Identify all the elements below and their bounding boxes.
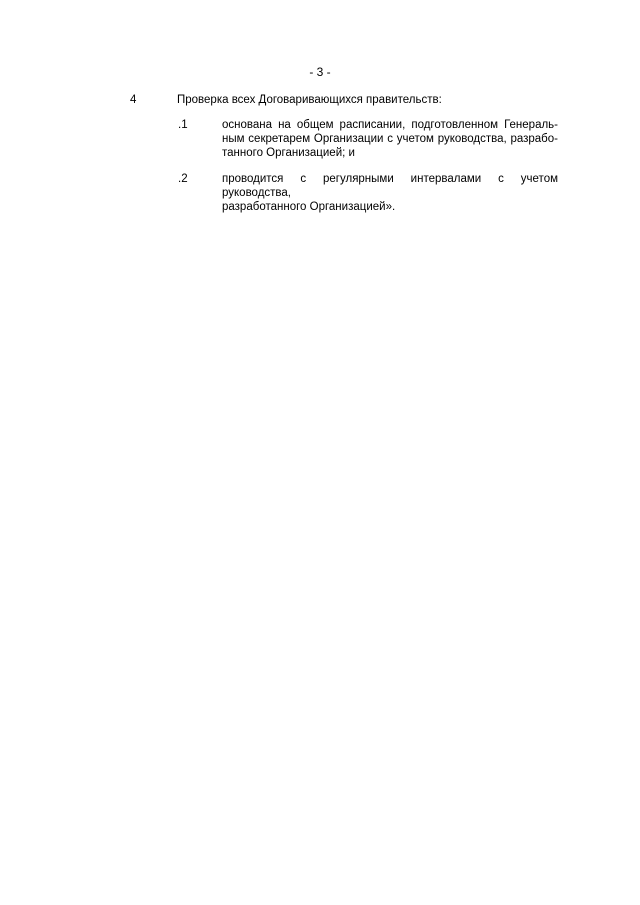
subitem-1-line-2: ным секретарем Организации с учетом руководства, разрабо-: [222, 133, 558, 145]
subitem-2-line-1: проводится с регулярными интервалами с учетом руководства,: [222, 173, 558, 199]
paragraph-number: 4: [130, 94, 137, 106]
paragraph-heading: Проверка всех Договаривающихся правительств:: [177, 94, 442, 106]
subitem-1-line-1: основана на общем расписании, подготовленном Генераль-: [222, 119, 558, 131]
subitem-1-text: [222, 118, 558, 160]
subitem-2-text: [222, 172, 558, 214]
subitem-2-number: .2: [178, 173, 188, 185]
subitem-1-line-3: танного Организацией; и: [222, 147, 355, 159]
subitem-2-line-2: разработанного Организацией».: [222, 201, 396, 213]
subitem-1-number: .1: [178, 119, 188, 131]
page-number: - 3 -: [309, 65, 331, 79]
